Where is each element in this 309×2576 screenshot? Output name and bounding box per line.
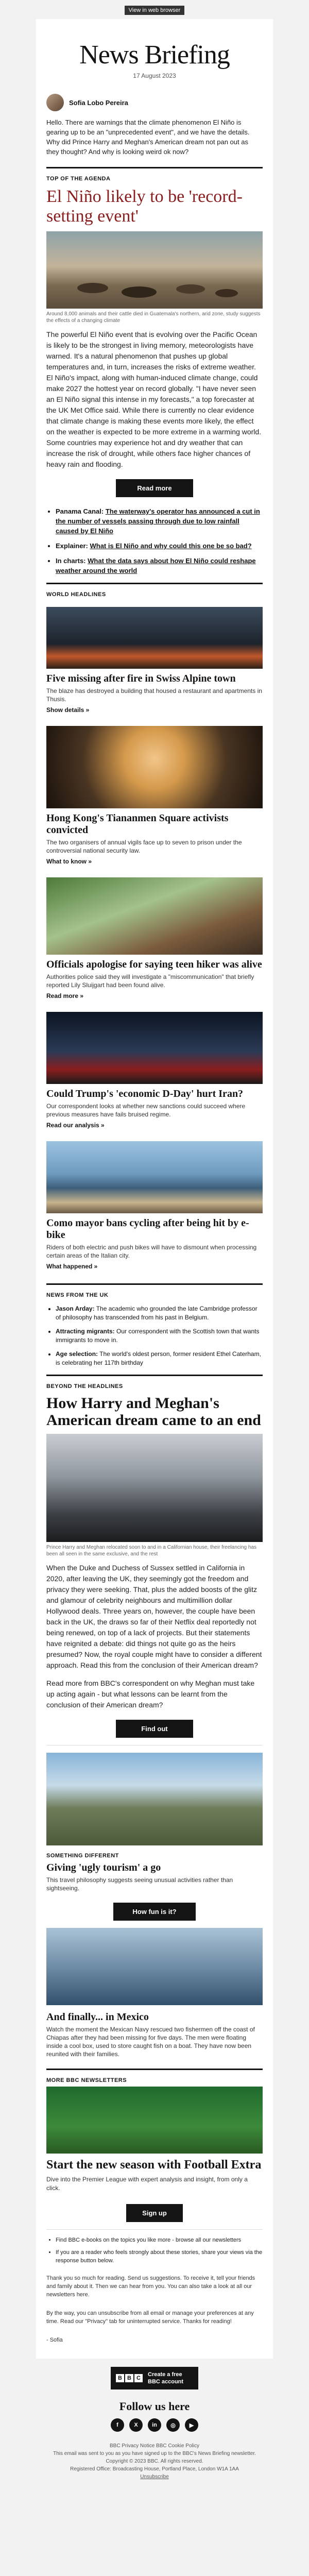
fine-print-2: By the way, you can unsubscribe from all email or manage your preferences at any time. Read our "Privacy" tab for uninterrupted service. Thanks for reading! [46, 2310, 254, 2325]
sign-off: - Sofia [46, 2337, 63, 2343]
story-headline[interactable]: Officials apologise for saying teen hiker was alive [46, 959, 262, 970]
bbc-logo-letter: C [134, 2374, 143, 2382]
bullet-item [56, 541, 263, 551]
story-summary: Our correspondent looks at whether new sanctions could succeed where previous measures have fails bruised regime. [46, 1103, 246, 1118]
story-image[interactable] [46, 1141, 263, 1213]
story-summary: The blaze has destroyed a building that housed a restaurant and apartments in Thusis. [46, 687, 262, 703]
newsletter-promo-desc: Dive into the Premier League with expert analysis and insight, from only a click. [46, 2176, 248, 2192]
feature-headline[interactable]: How Harry and Meghan's American dream came to an end [46, 1395, 261, 1429]
ugly-tourism-photo[interactable] [46, 1753, 263, 1845]
bullet-lead: Panama Canal: [56, 507, 104, 515]
story-summary: Watch the moment the Mexican Navy rescued two fishermen off the coast of Chiapas after they had been missing for five days. The men were floating inside a cool box, used to store caught fish on a boat. They have now been reunited with their families. [46, 2026, 255, 2058]
uk-news-list [36, 1301, 273, 1367]
story-summary: Authorities police said they will investigate a "miscommunication" that briefly reported Lily Sluijgart had been found alive. [46, 973, 254, 989]
bbc-account-text: Create a free BBC account [148, 2371, 184, 2385]
story-headline[interactable]: Giving 'ugly tourism' a go [46, 1862, 161, 1873]
item-lead: Attracting migrants: [56, 1328, 115, 1335]
instagram-icon[interactable]: ◎ [166, 2418, 180, 2432]
newsletter-title: News Briefing [79, 40, 230, 70]
follow-section [0, 2389, 309, 2436]
author-row [36, 87, 273, 113]
section-label-beyond: BEYOND THE HEADLINES [46, 1375, 263, 1393]
world-story [36, 601, 273, 720]
bullet-link[interactable]: What the data says about how El Niño could reshape weather around the world [56, 557, 256, 574]
list-item[interactable] [56, 1304, 263, 1322]
intro-text: Hello. There are warnings that the climate phenomenon El Niño is gearing up to be an "unprecedented event", and we have the details. Why did Prince Harry and Meghan's American dream not pan out as they thought? And why is looking weird ok now? [46, 118, 250, 156]
story-headline[interactable]: Could Trump's 'economic D-Day' hurt Iran? [46, 1088, 244, 1099]
legal-address: Registered Office: Broadcasting House, Portland Place, London W1A 1AA [70, 2466, 239, 2472]
fine-print-1: Thank you so much for reading. Send us suggestions. To receive it, tell your friends and family about it. Then we can hear from you. You can also take a look at all our newsletters here. [46, 2275, 255, 2298]
story-summary: The two organisers of annual vigils face up to seven to prison under the controversial national security law. [46, 839, 242, 854]
story-image[interactable] [46, 1012, 263, 1084]
follow-title: Follow us here [119, 2400, 190, 2413]
item-text: The academic who grounded the late Cambridge professor of philosophy has transcended from his past in Belgium. [56, 1305, 258, 1321]
item-text: Our correspondent with the Scottish town that wants immigrants to move in. [56, 1328, 260, 1344]
topbar [0, 0, 309, 19]
bullet-item [56, 506, 263, 536]
story-link[interactable]: Read more » [46, 992, 84, 999]
lead-body: The powerful El Niño event that is evolving over the Pacific Ocean is likely to be the strongest in living memory, meteorologists have warned. It's a natural phenomenon that pushes up global temperatures and, in turn, increases the risks of extreme weather. El Niño's impact, along with human-induced climate change, could make 2027 the hottest year on record globally. "I have never seen an El Niño signal this intense in my forecasts," a top forecaster at the UK Met Office said. While there is currently no clear evidence that climate change is making these events more likely, the effect on the weather is expected to be more extreme in a warming world. Some countries may experience hot and dry weather that can increase the risk of drought, while others face higher chances of heavy rain and flooding. [46, 330, 262, 468]
story-link[interactable]: What happened » [46, 1263, 98, 1270]
bbc-account-promo[interactable] [111, 2367, 198, 2389]
story-headline[interactable]: Five missing after fire in Swiss Alpine town [46, 673, 236, 684]
feature-photo[interactable] [46, 1434, 263, 1542]
bbc-logo-letter: B [116, 2374, 124, 2382]
bullet-lead: In charts: [56, 557, 86, 565]
sign-up-button[interactable]: Sign up [126, 2204, 183, 2222]
lead-photo[interactable] [46, 231, 263, 309]
story-link[interactable]: What to know » [46, 858, 92, 865]
author-avatar [46, 94, 64, 111]
world-story [36, 1135, 273, 1276]
feature-photo-caption: Prince Harry and Meghan relocated soon to and in a Californian house, their freelancing has been all seen in the same exclusive, and the rest [46, 1545, 257, 1557]
section-label-world: WORLD HEADLINES [46, 583, 263, 601]
newsletter-promo-title[interactable]: Start the new season with Football Extra [46, 2158, 262, 2172]
list-item[interactable] [56, 1327, 263, 1345]
unsubscribe-link[interactable]: Unsubscribe [140, 2474, 169, 2480]
bbc-logo [116, 2374, 143, 2382]
find-out-button[interactable]: Find out [116, 1720, 193, 1738]
footer-note: • If you are a reader who feels strongly about these stories, share your views via the response button below. [56, 2248, 263, 2265]
story-headline[interactable]: Como mayor bans cycling after being hit by e-bike [46, 1217, 249, 1241]
story-link[interactable]: Read our analysis » [46, 1122, 105, 1129]
section-label-newsletters: MORE BBC NEWSLETTERS [46, 2069, 263, 2087]
item-lead: Age selection: [56, 1350, 98, 1358]
footer-note[interactable]: • Find BBC e-books on the topics you like more - browse all our newsletters [56, 2236, 263, 2244]
section-label-top: TOP OF THE AGENDA [46, 167, 263, 185]
legal-copyright: Copyright © 2023 BBC. All rights reserved. [106, 2459, 203, 2464]
world-story [36, 720, 273, 871]
mexico-photo[interactable] [46, 1928, 263, 2005]
section-label-uk: NEWS FROM THE UK [46, 1283, 263, 1301]
feature-body: When the Duke and Duchess of Sussex settled in California in 2020, after leaving the UK, they seemingly got the freedom and privacy they were seeking. That, plus the added boosts of the glitz and glamour of celebrity neighbours and multimillion dollar Hollywood deals. Three years on, however, the couple have been back in the UK, the draws so far of their Netflix deal reportedly not being renewed, on top of a lack of projects. But their statements have reignited a debate: did things not quite go as the heirs presumed? Now, the royal couple might have to consider a different approach. Read this from the conclusion of their American dream? [46, 1564, 262, 1669]
bullet-link[interactable]: What is El Niño and why could this one be so bad? [90, 542, 252, 550]
mexico-story [36, 2005, 273, 2061]
story-image[interactable] [46, 877, 263, 955]
section-label-different: SOMETHING DIFFERENT [46, 1853, 119, 1859]
story-headline[interactable]: Hong Kong's Tiananmen Square activists convicted [46, 812, 229, 836]
how-fun-button[interactable]: How fun is it? [113, 1903, 196, 1921]
list-item[interactable] [56, 1350, 263, 1367]
author-name: Sofia Lobo Pereira [69, 98, 128, 107]
facebook-icon[interactable]: f [111, 2418, 124, 2432]
story-link[interactable]: Show details » [46, 706, 90, 714]
lead-headline[interactable]: El Niño likely to be 'record-setting event' [46, 187, 243, 226]
footer-notes [36, 2230, 273, 2265]
item-text: The world's oldest person, former resident Ethel Caterham, is celebrating her 117th birthday [56, 1350, 261, 1366]
newsletter-card [36, 19, 273, 2359]
lead-photo-caption: Around 8,000 animals and their cattle died in Guatemala's northern, arid zone, study suggests the effects of a changing climate [46, 311, 261, 324]
linkedin-icon[interactable]: in [148, 2418, 161, 2432]
youtube-icon[interactable]: ▶ [185, 2418, 198, 2432]
view-in-browser-link[interactable]: View in web browser [125, 6, 185, 15]
story-image[interactable] [46, 726, 263, 808]
legal-footer [0, 2436, 309, 2496]
social-links [0, 2418, 309, 2432]
football-photo[interactable] [46, 2087, 263, 2154]
story-headline[interactable]: And finally... in Mexico [46, 2011, 149, 2023]
read-more-button[interactable]: Read more [116, 479, 193, 497]
bbc-logo-letter: B [125, 2374, 133, 2382]
story-image[interactable] [46, 607, 263, 669]
newsletter-date: 17 August 2023 [133, 72, 176, 79]
x-icon[interactable]: X [129, 2418, 143, 2432]
bullet-lead: Explainer: [56, 542, 88, 550]
story-summary: Riders of both electric and push bikes will have to dismount when processing certain areas of the Italian city. [46, 1244, 257, 1259]
different-story [36, 1862, 273, 1895]
masthead [36, 19, 273, 87]
feature-body-2: Read more from BBC's correspondent on why Meghan must take up acting again - but what lessons can be learnt from the conclusion of their American dream? [46, 1679, 255, 1709]
lead-bullets [36, 502, 273, 575]
cattle-illustration [46, 231, 263, 309]
legal-text: This email was sent to you as you have signed up to the BBC's News Briefing newsletter. [53, 2451, 256, 2456]
bullet-link[interactable]: The waterway's operator has announced a cut in the number of vessels passing through due to low rainfall caused by El Niño [56, 507, 260, 535]
world-story [36, 1006, 273, 1135]
world-story [36, 871, 273, 1006]
bullet-item [56, 556, 263, 575]
item-lead: Jason Arday: [56, 1305, 95, 1312]
story-summary: This travel philosophy suggests seeing unusual activities rather than sightseeing. [46, 1876, 233, 1892]
legal-links[interactable]: BBC Privacy Notice BBC Cookie Policy [110, 2443, 199, 2449]
